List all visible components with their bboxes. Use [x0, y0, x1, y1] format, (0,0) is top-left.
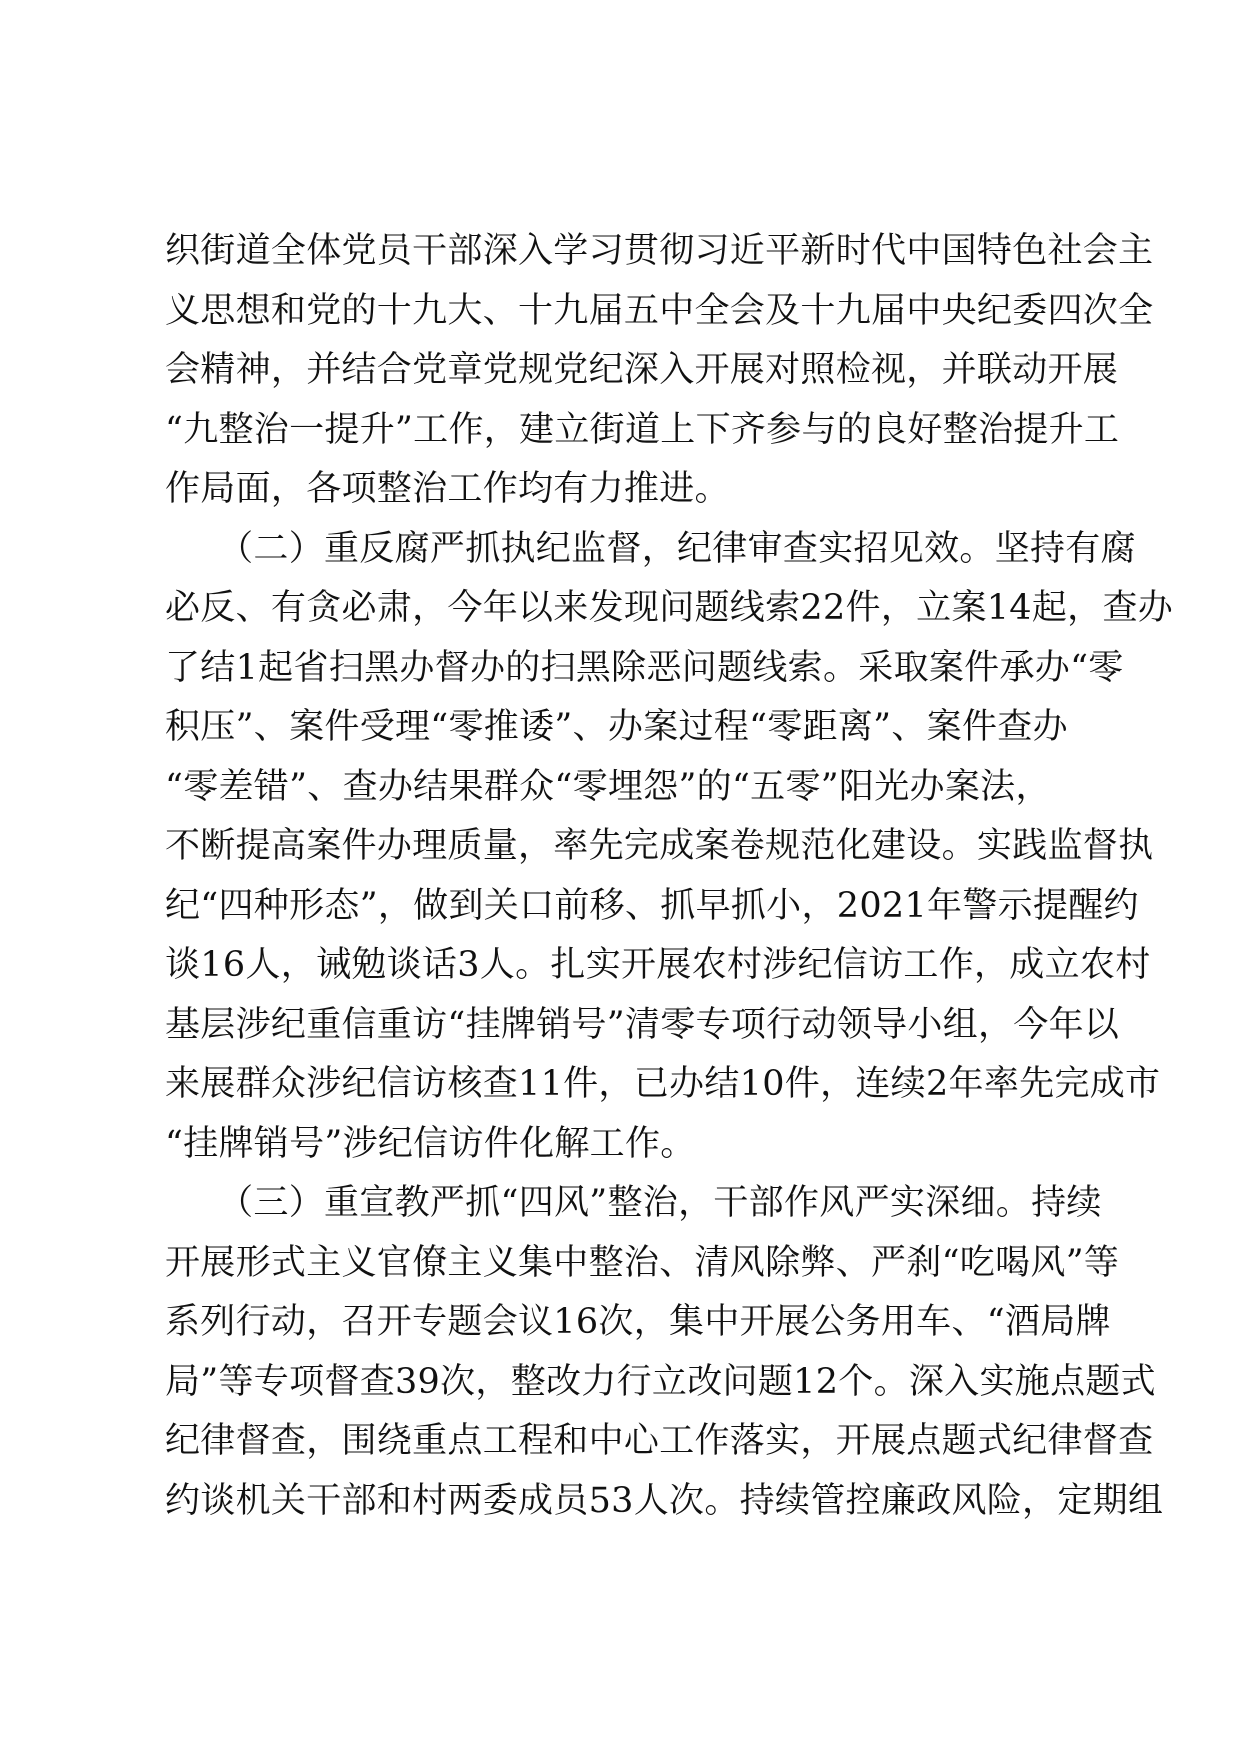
- text-line: 谈16人，诫勉谈话3人。扎实开展农村涉纪信访工作，成立农村: [165, 945, 1151, 985]
- text-line: 义思想和党的十九大、十九届五中全会及十九届中央纪委四次全: [165, 290, 1154, 331]
- section-heading-line: （二）重反腐严抓执纪监督，纪律审查实招见效。坚持有腐: [165, 528, 1136, 569]
- text-line: 来展群众涉纪信访核查11件，已办结10件，连续2年率先完成市: [165, 1064, 1161, 1104]
- text-line: 织街道全体党员干部深入学习贯彻习近平新时代中国特色社会主: [165, 231, 1154, 271]
- text-line: 系列行动，召开专题会议16次，集中开展公务用车、“酒局牌: [165, 1302, 1111, 1342]
- text-line: 必反、有贪必肃，今年以来发现问题线索22件，立案14起，查办: [165, 588, 1174, 628]
- text-line: 局”等专项督查39次，整改力行立改问题12个。深入实施点题式: [165, 1361, 1156, 1402]
- text-line: 作局面，各项整治工作均有力推进。: [165, 469, 730, 509]
- text-line: 纪“四种形态”，做到关口前移、抓早抓小，2021年警示提醒约: [165, 885, 1139, 926]
- text-line: 纪律督查，围绕重点工程和中心工作落实，开展点题式纪律督查: [165, 1421, 1154, 1461]
- section-heading-line: （三）重宣教严抓“四风”整治，干部作风严实深细。持续: [165, 1183, 1102, 1223]
- text-line: “九整治一提升”工作，建立街道上下齐参与的良好整治提升工: [165, 409, 1120, 450]
- text-line: 基层涉纪重信重访“挂牌销号”清零专项行动领导小组，今年以: [165, 1004, 1120, 1045]
- text-line: “零差错”、查办结果群众“零埋怨”的“五零”阳光办案法，: [165, 766, 1051, 807]
- text-line: 开展形式主义官僚主义集中整治、清风除弊、严刹“吃喝风”等: [165, 1242, 1120, 1283]
- text-line: 约谈机关干部和村两委成员53人次。持续管控廉政风险，定期组: [165, 1480, 1164, 1521]
- text-line: 积压”、案件受理“零推诿”、办案过程“零距离”、案件查办: [165, 707, 1068, 747]
- document-body: [165, 222, 1174, 1531]
- text-line: 不断提高案件办理质量，率先完成案卷规范化建设。实践监督执: [165, 826, 1154, 866]
- text-line: “挂牌销号”涉纪信访件化解工作。: [165, 1123, 696, 1164]
- text-line: 了结1起省扫黑办督办的扫黑除恶问题线索。采取案件承办“零: [165, 647, 1124, 688]
- text-line: 会精神，并结合党章党规党纪深入开展对照检视，并联动开展: [165, 350, 1119, 390]
